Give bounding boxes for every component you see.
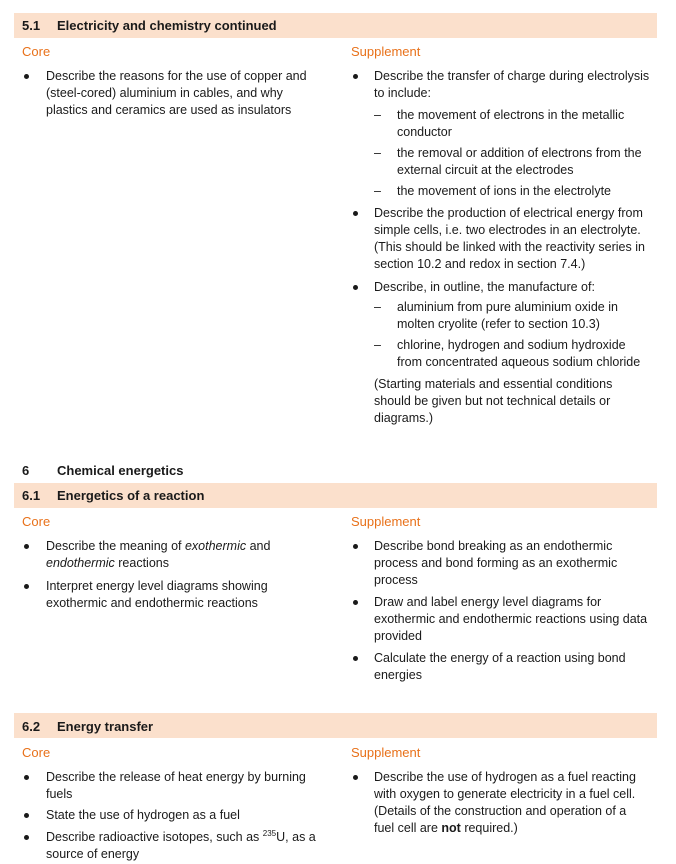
bullet-icon [353,544,358,549]
bullet-icon [353,211,358,216]
dash-icon: – [374,300,381,314]
bullet-icon [353,775,358,780]
section-title: Energy transfer [57,719,154,734]
bullet-icon [24,775,29,780]
core-item: Describe radioactive isotopes, such as $^{235}$U, as a source of energy [46,828,316,861]
core-item: Describe the release of heat energy by burning fuels [46,770,306,801]
core-item: State the use of hydrogen as a fuel [46,808,240,822]
supplement-label: Supplement [351,514,421,529]
bullet-icon [353,285,358,290]
supplement-subitem: the removal or addition of electrons from the external circuit at the electrodes [397,146,642,177]
dash-icon: – [374,338,381,352]
supplement-item: Describe the transfer of charge during electrolysis to include: [374,69,650,100]
bullet-icon [353,74,358,79]
supplement-item: Describe the use of hydrogen as a fuel reacting with oxygen to generate electricity in a fuel cell. (Details of the construction and operation of a fuel cell are not required.) [374,770,636,835]
dash-icon: – [374,108,381,122]
supplement-subitem: the movement of ions in the electrolyte [397,184,612,198]
core-label: Core [22,44,51,59]
section-number: 5.1 [22,18,41,33]
supplement-item: Describe the production of electrical energy from simple cells, i.e. two electrodes in an electrolyte. (This should be linked with the reactivity series in section 10.2 and redox in section 7.4.) [374,206,645,271]
core-label: Core [22,745,51,760]
bullet-icon [24,584,29,589]
bullet-icon [353,600,358,605]
core-item: Interpret energy level diagrams showing exothermic and endothermic reactions [46,579,268,610]
section-number: 6.1 [22,488,41,503]
supplement-item: Draw and label energy level diagrams for exothermic and endothermic reactions using data provided [374,595,648,643]
bullet-icon [24,544,29,549]
core-item: Describe the reasons for the use of copper and (steel-cored) aluminium in cables, and why plastics and ceramics are used as insulators [46,69,307,117]
supplement-item: Calculate the energy of a reaction using bond energies [374,651,626,682]
bullet-icon [24,813,29,818]
section-title: Electricity and chemistry continued [57,18,277,33]
bullet-icon [353,656,358,661]
chapter-number: 6 [22,463,30,478]
dash-icon: – [374,184,381,198]
bullet-icon [24,835,29,840]
supplement-note: (Starting materials and essential conditions should be given but not technical details or diagrams.) [374,377,613,425]
section-number: 6.2 [22,719,41,734]
supplement-subitem: the movement of electrons in the metallic conductor [397,108,625,139]
supplement-item: Describe, in outline, the manufacture of: [374,280,595,294]
supplement-label: Supplement [351,44,421,59]
dash-icon: – [374,146,381,160]
supplement-item: Describe bond breaking as an endothermic process and bond forming as an exothermic process [374,539,618,587]
supplement-label: Supplement [351,745,421,760]
core-item: Describe the meaning of exothermic and endothermic reactions [46,539,271,570]
supplement-subitem: chlorine, hydrogen and sodium hydroxide from concentrated aqueous sodium chloride [397,338,641,369]
supplement-subitem: aluminium from pure aluminium oxide in molten cryolite (refer to section 10.3) [397,300,618,331]
section-title: Energetics of a reaction [57,488,205,503]
chapter-title: Chemical energetics [57,463,184,478]
bullet-icon [24,74,29,79]
core-label: Core [22,514,51,529]
